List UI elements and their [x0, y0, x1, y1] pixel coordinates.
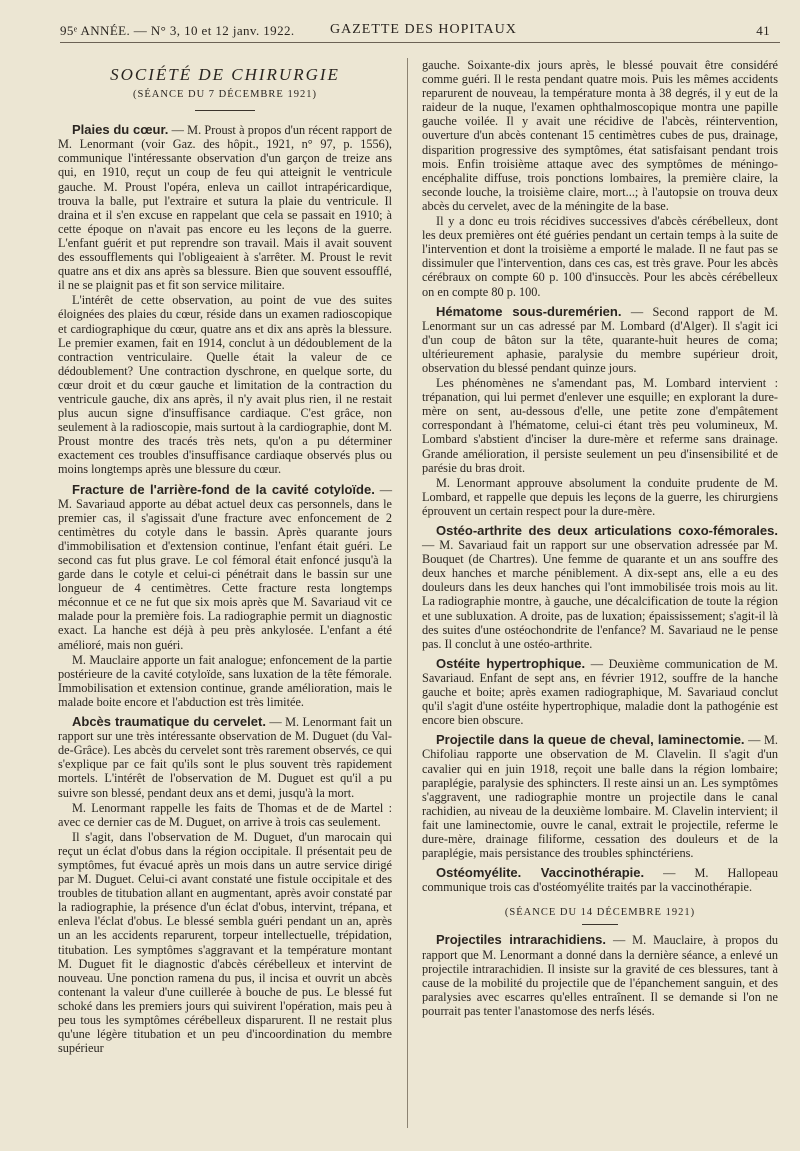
article-plaies-coeur	[58, 123, 392, 476]
article-hematome	[422, 305, 778, 518]
article-osteite	[422, 657, 778, 727]
section-title: SOCIÉTÉ DE CHIRURGIE	[110, 65, 340, 84]
article-projectiles-intrarachidiens	[422, 933, 778, 1018]
article-heading: Hématome sous-duremérien.	[436, 303, 622, 319]
article-paragraph-continued: gauche. Soixante-dix jours après, le blessé pouvait être considéré comme guéri. Il le resta pendant quatre mois. Puis les mêmes accidents reparurent de nouveau, la température monta à 38 degrés, il y eut de la raideur de la nuque, l'examen ophthalmoscopique montra une papille gauche voilée. Il y avait une récidive de l'abcès, réintervention, ouverture d'un abcès contenant 15 centimètres cubes de pus, drainage, disparition progressive des symptômes, état satisfaisant pendant trois mois. Enfin troisième attaque avec des symptômes de méningo-encéphalite diffuse, trois ponctions lombaires, la première claire, la seconde louche, la troisième claire, mort...; à l'autopsie on trouva deux abcès du cervelet, avec de la méningite de la base.	[422, 58, 778, 213]
article-heading: Projectile dans la queue de cheval, laminectomie.	[436, 732, 745, 748]
article-lead: — M. Mauclaire, à propos du rapport que M. Lenormant a donné dans la dernière séance, a enlevé un projectile intrarachidien. Il insiste sur la gravité de ces blessures, tant à cause de la mobilité du projectile que de l'épanchement sanguin, et des paralysies avec escarres qu'elles entraînent. Il se demande si l'on ne pourrait pas tenter l'anastomose des nerfs lésés.	[422, 933, 778, 1018]
article-heading: Fracture de l'arrière-fond de la cavité cotyloïde.	[72, 481, 375, 497]
article-projectile-queue-cheval	[422, 733, 778, 860]
left-column	[58, 58, 392, 1056]
article-lead: — M. Savariaud apporte au débat actuel deux cas personnels, dans le premier cas, il s'agissait d'une fracture avec enfoncement de 2 centimètres du cotyle dans le bassin. Après quarante jours d'immobilisation et d'extension continue, l'enfant était guéri. Le second cas fut plus grave. Le col fémoral était enfoncé jusqu'à la garde dans le cotyle et celui-ci pénétrait dans le bassin sur une longueur de 4 centimètres. Cette fracture resta longtemps méconnue et ce ne fut que six mois après que M. Savariaud vit ce malade pour la première fois. La radiographie permit un diagnostic exact. La hanche est déjà à peu près ankylosée. L'enfant a été amélioré, mais non guéri.	[58, 482, 393, 652]
issue-info: 95ᵉ ANNÉE. — N° 3, 10 et 12 janv. 1922.	[60, 23, 295, 38]
article-lead: — Second rapport de M. Lenormant sur un cas adressé par M. Lombard (d'Alger). Il s'agit ici d'un coup de bâton sur la tête, quarante-huit heures de coma; ultérieurement aphasie, paralysie du membre supérieur droit, observation du blessé pendant quinze jours.	[422, 304, 778, 375]
article-osteomyelite	[422, 866, 778, 894]
article-abces-cervelet	[58, 715, 392, 1055]
article-heading: Ostéite hypertrophique.	[436, 655, 586, 671]
article-paragraph: Les phénomènes ne s'amendant pas, M. Lombard intervient : trépanation, qui lui permet d'enlever une esquille; en explorant la dure-mère on sent, au-dessous d'elle, une petite zone d'empâtement correspondant à l'hématome, celui-ci étant très peu volumineux, M. Lombard s'abstient d'inciser la dure-mère et referme sans drainage. Grande amélioration, il persiste seulement un peu d'insensibilité et de parésie du bras droit.	[422, 376, 778, 475]
article-paragraph: M. Lenormant approuve absolument la conduite prudente de M. Lombard, et rappelle que depuis les leçons de la guerre, les chirurgiens éprouvent un certain respect pour la dure-mère.	[422, 475, 778, 518]
page-header	[60, 20, 780, 43]
article-heading: Ostéo-arthrite des deux articulations coxo-fémorales.	[436, 523, 778, 538]
article-heading: Plaies du cœur.	[72, 122, 169, 138]
page-number: 41	[756, 23, 770, 38]
journal-title: GAZETTE DES HOPITAUX	[330, 22, 517, 37]
divider-rule	[582, 924, 618, 925]
article-lead: — M. Savariaud fait un rapport sur une observation adressée par M. Bouquet (de Chartres). Une femme de quarante et un ans souffre des deux hanches et marche péniblement. A dix-sept ans, elle a eu des douleurs dans les deux hanches qui l'ont immobilisée trois mois au lit. La radiographie montre, à gauche, une décalcification de toute la région et une subluxation. A droite, pas de luxation; épaississement; s'agit-il là des suites d'une ostéochondrite de l'enfance? M. Savariaud ne le pense pas. Il conclut à une ostéo-arthrite.	[422, 538, 778, 651]
article-lead: — M. Hallopeau communique trois cas d'ostéomyélite traités par la vaccinothérapie.	[422, 866, 778, 895]
article-lead: — M. Proust à propos d'un récent rapport de M. Lenormant (voir Gaz. des hôpit., 1921, n° 97, p. 1556), communique l'intéressante observation d'un garçon de treize ans qui, en 1910, reçut un coup de feu qui atteignit le ventricule gauche. M. Proust l'opéra, enleva un caillot intrapéricardique, trouva la balle, put l'extraire et sutura la plaie du ventricule. Il draina et il s'en excuse en rappelant que cela se passait en 1910; à cette époque on n'avait pas encore eu les leçons de la guerre. L'enfant guérit et put reprendre son travail. Mais il avait souvent des essoufflements qui l'obligeaient à s'arrêter. M. Proust le revit quatre ans et dix ans après sa blessure. Bien que souvent essoufflé, il ne se plaignit pas et fit son service militaire.	[58, 123, 392, 293]
article-paragraph: M. Mauclaire apporte un fait analogue; enfoncement de la partie postérieure de la cavité cotyloïde, sans luxation de la tête fémorale. Immobilisation et extension continue, grande amélioration, mais le malade boite encore et l'abduction est très limitée.	[58, 652, 392, 709]
column-divider	[407, 58, 408, 1128]
article-heading: Ostéomyélite. Vaccinothérapie.	[436, 865, 645, 881]
divider-rule	[195, 110, 255, 111]
article-lead: — Deuxième communication de M. Savariaud. Enfant de sept ans, en février 1912, souffre de la hanche gauche et boite; après examen radiographique, M. Savariaud conclut qu'il s'agit d'une ostéite hypertrophique, maladie dont la pathogénie est encore bien obscure.	[422, 656, 778, 728]
article-lead: — M. Chifoliau rapporte une observation de M. Clavelin. Il s'agit d'un cavalier qui en juin 1918, reçoit une balle dans la région lombaire; paraplégie, paralysie des sphincters. Il reste ainsi un an. Les symptômes s'aggravent, une radiographie montre un projectile dans le canal rachidien, au niveau de la deuxième lombaire. M. Clavelin intervient; il fait une laminectomie, ouvre le canal, extrait le projectile, referme le dure-mère, drainage filiforme, cessation des douleurs et de la paraplégie, mais persistance des troubles sphinctériens.	[422, 733, 778, 861]
article-heading: Abcès traumatique du cervelet.	[72, 714, 266, 730]
article-fracture-cotyloide	[58, 483, 392, 710]
article-paragraph: Il s'agit, dans l'observation de M. Duguet, d'un marocain qui reçut un éclat d'obus dans la région occipitale. Il présentait peu de symptômes, fut évacué après un mois dans un autre service dirigé par M. Duguet. Celui-ci avant constaté une fistule occipitale et des troubles de titubation allant en augmentant, après avoir constaté par la radiographie, la présence d'un éclat d'obus, intervint, trépana, et enleva l'éclat d'obus. Le blessé sembla guéri pendant un an, après un an les accidents reparurent, torpeur intellectuelle, trépidation, titubation. Les symptômes s'aggravant et la température montant M. Duguet fit le diagnostic d'abcès cérébelleux et intervint de nouveau. Une ponction ramena du pus, il incisa et ouvrit un abcès contenant la valeur d'une cuillerée à bouche de pus. Le blessé fut schoké dans les premiers jours qui suivirent l'opération, mais peu à peu tous les symptômes cérébelleux disparurent. Il ne restait plus qu'une légère titubation et un peu d'incoordination du membre supérieur	[58, 829, 392, 1056]
article-paragraph: M. Lenormant rappelle les faits de Thomas et de de Martel : avec ce dernier cas de M. Duguet, on arrive à trois cas seulement.	[58, 800, 392, 829]
article-paragraph: L'intérêt de cette observation, au point de vue des suites éloignées des plaies du cœur, réside dans un examen radioscopique et cardiographique du cœur, quatre ans et dix ans après la blessure. Le premier examen, fait en 1914, conclut à un dédoublement de la contraction ventriculaire. Quelle était la valeur de ce dédoublement? Une contraction dyschrone, en quelque sorte, du cœur droit et du cœur gauche et limitation de la contraction du ventricule gauche, dix ans après, il n'y avait plus rien, il ne restait plus aucun signe d'insuffisance cardiaque. C'est grâce, non seulement à la radioscopie, mais surtout à la cardiographie, dont M. Proust montre des tracés très nets, qu'on a pu déterminer exactement ces troubles d'insuffisance cardiaque observés plus ou moins longtemps après une blessure du cœur.	[58, 293, 392, 477]
article-heading: Projectiles intrarachidiens.	[436, 932, 607, 948]
article-lead: — M. Lenormant fait un rapport sur une très intéressante observation de M. Duguet (du Val-de-Grâce). Les abcès du cervelet sont très rarement observés, ce qui s'explique par ce fait qu'ils sont le plus souvent très rapidement mortels. L'intérêt de l'observation de M. Duguet est qu'il a pu suivre son blessé, pendant deux ans et demi, jusqu'à la mort.	[58, 715, 392, 800]
article-paragraph: Il y a donc eu trois récidives successives d'abcès cérébelleux, dont les deux premières ont été guéries pendant un certain temps à la suite de l'intervention et dont la troisième a emporté le malade. Il ne faut pas se dissimuler que l'intervention, dans ces cas, est très grave. Pour les abcès cérébraux on compte 60 p. 100 d'insuccès. Pour les abcès cérébelleux on en compte 80 p. 100.	[422, 214, 778, 299]
right-column	[422, 58, 778, 1019]
article-osteo-arthrite	[422, 524, 778, 651]
session-date: (SÉANCE DU 14 DÉCEMBRE 1921)	[504, 907, 696, 919]
session-date: (SÉANCE DU 7 DÉCEMBRE 1921)	[133, 89, 317, 101]
